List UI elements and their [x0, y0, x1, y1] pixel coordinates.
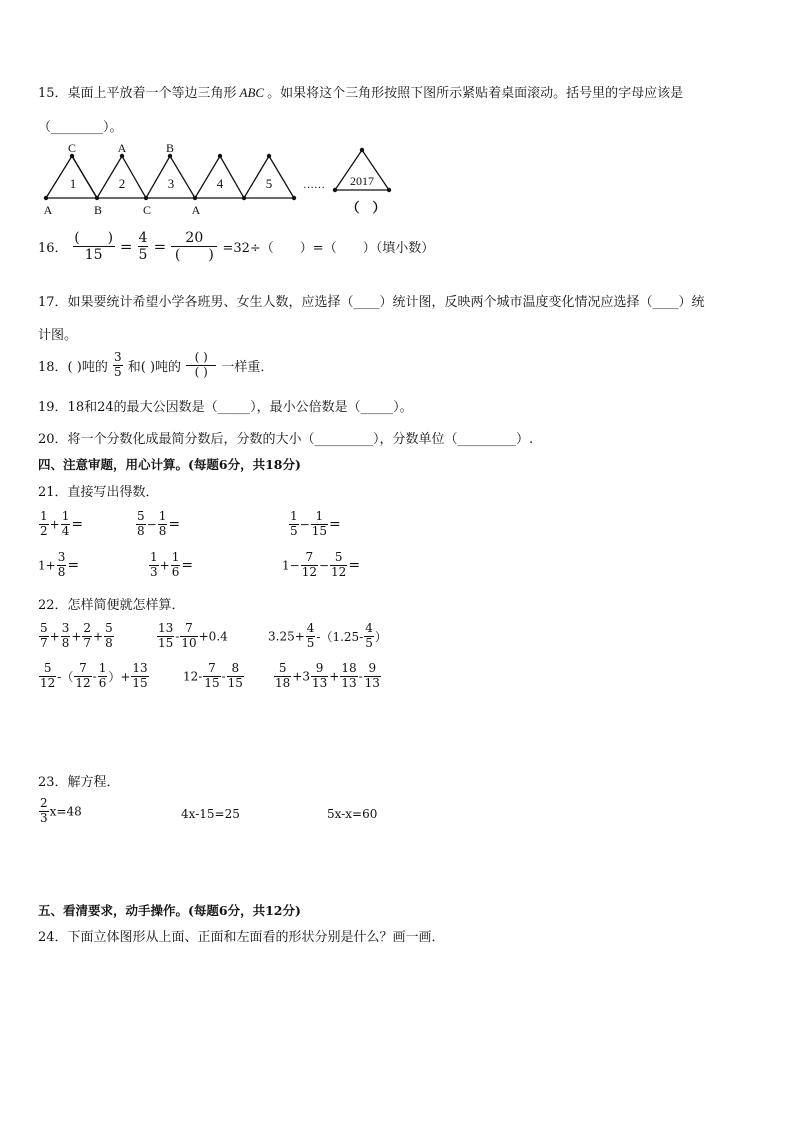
q22-expr1: $\frac{5}{7}$ + $\frac{3}{8}$ + $\frac{2}{7}$ + $\frac{5}{8}$ [40, 621, 113, 650]
q15-line2: （________）。 [38, 120, 123, 135]
q21-r2c2: $\frac{1}{3}$ + $\frac{1}{6}$ = [150, 550, 194, 579]
top-label: B [165, 141, 175, 155]
section-5-heading: 五、看清要求，动手操作。(每题6分，共12分) [38, 903, 301, 918]
q21-r1c2: $\frac{5}{8}$ − $\frac{1}{8}$ = [137, 509, 181, 538]
bottom-label: A [191, 203, 201, 216]
q15-line1: 15．桌面上平放着一个等边三角形 ABC 。如果将这个三角形按照下图所示紧贴着桌面滚动。括号里的字母应该是 [38, 85, 684, 101]
q21-r2c1: 1+ $\frac{3}{8}$ = [38, 550, 80, 579]
q19: 19．18和24的最大公因数是（_____），最小公倍数是（_____）。 [38, 400, 413, 415]
q15-triangle-figure [38, 140, 398, 216]
q17-line1: 17．如果要统计希望小学各班男、女生人数，应选择（____）统计图，反映两个城市温度变化情况应选择（____）统 [38, 295, 705, 310]
top-label: A [117, 141, 127, 155]
top-label: C [67, 141, 77, 155]
q21-r2c3: 1− $\frac{7}{12}$ − $\frac{5}{12}$ = [282, 550, 361, 579]
triangle-number: 4 [216, 176, 224, 191]
q21-title: 21．直接写出得数． [38, 485, 159, 500]
bottom-label: C [142, 203, 152, 216]
q16: 16． $\frac{( )}{15}$ = $\frac{4}{5}$ = $\frac{20}{( )}$ =32÷（ ）=（ ）（填小数） [38, 230, 435, 264]
triangle-number: 1 [69, 176, 77, 191]
section-4-heading: 四、注意审题，用心计算。(每题6分，共18分) [38, 457, 301, 472]
ellipsis: …… [303, 179, 325, 191]
q22-expr3: 3.25+ $\frac{4}{5}$ -（1.25- $\frac{4}{5}$ ） [268, 621, 387, 650]
q18: 18．( )吨的 $\frac{3}{5}$ 和( )吨的 $\frac{( )}{( )}$ 一样重． [38, 350, 274, 379]
q23-eq3: 5x-x=60 [327, 807, 378, 821]
triangle-number: 2 [118, 176, 126, 191]
q22-expr5: 12- $\frac{7}{15}$ - $\frac{8}{15}$ [183, 661, 243, 690]
last-triangle-number: 2017 [350, 174, 374, 188]
q20: 20．将一个分数化成最简分数后，分数的大小（_________），分数单位（_________）. [38, 432, 534, 447]
q22-title: 22．怎样简便就怎样算． [38, 598, 185, 613]
q22-expr2: $\frac{13}{15}$ - $\frac{7}{10}$ +0.4 [158, 621, 228, 650]
q24: 24．下面立体图形从上面、正面和左面看的形状分别是什么？画一画． [38, 930, 445, 945]
q23-title: 23．解方程． [38, 775, 120, 790]
q23-eq2: 4x-15=25 [181, 807, 240, 821]
q22-expr6: $\frac{5}{18}$ +3 $\frac{9}{13}$ + $\frac{18}{13}$ - $\frac{9}{13}$ [275, 661, 380, 690]
triangle-number: 5 [265, 176, 273, 191]
q21-r1c1: $\frac{1}{2}$ + $\frac{1}{4}$ = [40, 509, 84, 538]
bottom-label: B [93, 203, 103, 216]
triangle-number: 3 [167, 176, 175, 191]
abc-label: ABC [239, 85, 265, 100]
bottom-label: A [43, 203, 53, 216]
q17-line2: 计图。 [38, 328, 78, 343]
q22-expr4: $\frac{5}{12}$ -（ $\frac{7}{12}$ - $\frac{1}{6}$ ）+ $\frac{13}{15}$ [40, 661, 148, 690]
q21-r1c3: $\frac{1}{5}$ − $\frac{1}{15}$ = [290, 509, 341, 538]
q23-eq1: $\frac{2}{3}$ x=48 [40, 796, 82, 825]
answer-bracket: （ ） [346, 200, 386, 215]
